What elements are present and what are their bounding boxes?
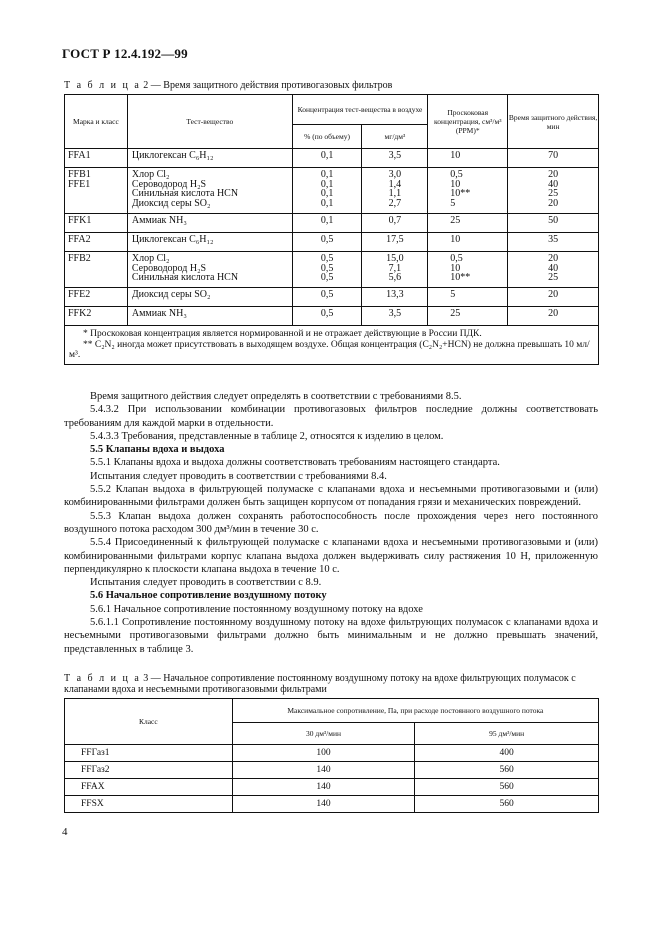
table2-cell-mark (65, 149, 128, 168)
table2-cell-mark (65, 168, 128, 214)
table2-cell-line: Хлор Cl₂ (131, 169, 170, 180)
table2-cell-breakthrough (428, 214, 508, 233)
table2-cell-mg (362, 307, 428, 326)
table2-cell-percent (292, 252, 362, 288)
table2-cell-line: 0,7 (388, 215, 402, 226)
table3-cell-flow30: 140 (232, 762, 415, 779)
paragraph: Время защитного действия следует определять в соответствии с требованиями 8.5. (90, 391, 462, 402)
table3-caption-prefix: Т а б л и ц а (64, 673, 141, 684)
table3-cell-flow95: 560 (415, 796, 599, 813)
paragraph: Испытания следует проводить в соответствии с 8.9. (90, 577, 322, 589)
table3-caption (64, 673, 598, 695)
table2-cell-percent (292, 168, 362, 214)
paragraph: 5.5.3 Клапан выдоха должен сохранять работоспособность после прохождения через него постоянного воздушного потока расходом 300 дм³/мин в течение 30 с. (64, 510, 598, 535)
table-row (65, 168, 599, 214)
table2-cell-mg (362, 252, 428, 288)
table2-cell-line: FFE1 (68, 178, 91, 190)
table2-cell-line: 0,5 (320, 272, 334, 283)
table2-caption-prefix: Т а б л и ц а (64, 80, 141, 91)
table2-cell-substance (127, 233, 292, 252)
table2-cell-line: 10** (450, 188, 471, 199)
table3-header-flow95: 95 дм³/мин (415, 723, 599, 745)
table2-cell-line: FFA2 (68, 234, 91, 245)
table2-cell-line: 0,1 (320, 197, 334, 209)
table2-cell-line: FFK1 (68, 215, 92, 226)
page-number: 4 (62, 826, 68, 838)
table2-header-concentration: Концентрация тест-вещества в воздухе (292, 95, 428, 125)
table2-cell-line: 1,1 (388, 188, 402, 199)
table2-cell-line: 0,1 (320, 178, 334, 190)
table2-cell-percent (292, 214, 362, 233)
table2-cell-line: 70 (548, 150, 559, 161)
table2-cell-substance (127, 252, 292, 288)
table-row (65, 745, 599, 762)
table2-cell-line: 0,1 (320, 188, 334, 199)
table2-header-breakthrough: Проскоковая концентрация, см³/м³ (PPM)* (428, 95, 508, 149)
table2-cell-line: 1,4 (388, 178, 402, 190)
table2-cell-line: 20 (548, 253, 559, 264)
table2-cell-mark (65, 252, 128, 288)
paragraph: 5.5.4 Присоединенный к фильтрующей полумаске с клапанами вдоха и несъемными противогазовыми и (или) комбинированными фильтрами корпус клапана выдоха должен выдерживать силу растяжения 10 Н, приложенную перпендикулярно к плоскости клапана выдоха в течение 10 с. (64, 537, 598, 575)
table2-cell-line: 40 (548, 262, 559, 274)
table3-cell-class: FFAX (65, 779, 233, 796)
table3-cell-class: FFГаз1 (65, 745, 233, 762)
table2-cell-line: 0,1 (320, 215, 334, 226)
table3-cell-flow95: 560 (415, 779, 599, 796)
table2-cell-line: FFB2 (68, 253, 91, 264)
table2-cell-line: Сероводород H₂S (131, 262, 207, 274)
table3-header-class: Класс (65, 699, 233, 745)
table2-cell-line: 10 (450, 178, 461, 190)
table2-cell-breakthrough (428, 149, 508, 168)
section-heading: 5.5 Клапаны вдоха и выдоха (90, 444, 225, 456)
table-row (65, 796, 599, 813)
table2-cell-line: 7,1 (388, 262, 402, 274)
table3-cell-flow30: 140 (232, 796, 415, 813)
table2-cell-line: 0,5 (320, 253, 334, 264)
table2-note-1: * Проскоковая концентрация является нормированной и не отражает действующие в России ПДК. (83, 329, 482, 339)
table2-cell-substance (127, 214, 292, 233)
table2-cell-time (508, 252, 599, 288)
table2-cell-time (508, 168, 599, 214)
table3 (64, 698, 599, 813)
table2-cell-line: 3,5 (388, 150, 402, 161)
table2-caption (64, 80, 392, 91)
table2-cell-line: 10 (450, 150, 461, 161)
paragraph: 5.5.1 Клапаны вдоха и выдоха должны соответствовать требованиям настоящего стандарта. (90, 457, 500, 469)
paragraph: 5.6.1.1 Сопротивление постоянному воздушному потоку на вдохе фильтрующих полумасок с клапанами вдоха и несъемными противогазовыми фильтрами должно быть минимальным и не должно превышать значений, представленных в таблице 3. (64, 617, 598, 655)
table2-cell-line: Хлор Cl₂ (131, 253, 170, 264)
table2-header-mark: Марка и класс (65, 95, 128, 149)
table2-header-mg: мг/дм³ (362, 125, 428, 149)
table-row (65, 779, 599, 796)
table3-cell-class: FFSX (65, 796, 233, 813)
table3-header-max: Максимальное сопротивление, Па, при расходе постоянного воздушного потока (232, 699, 598, 723)
table2-cell-mg (362, 288, 428, 307)
table2-cell-line: Сероводород H₂S (131, 178, 207, 190)
table2-cell-line: 0,5 (320, 308, 334, 319)
table2-cell-line: 25 (450, 215, 461, 226)
table2-cell-line: 5 (450, 197, 456, 209)
table2-cell-percent (292, 149, 362, 168)
table2-cell-line: FFK2 (68, 308, 92, 319)
table2-cell-substance (127, 168, 292, 214)
table2-cell-line: 10 (450, 234, 461, 245)
table2-cell-line: Диоксид серы SO₂ (131, 197, 211, 209)
table2-cell-line: 20 (548, 197, 559, 209)
table2-cell-line: 3,5 (388, 308, 402, 319)
table2-note-2: ** C₂N₂ иногда может присутствовать в выходящем воздухе. Общая концентрация (C₂N₂+HCN) не должна превышать 10 мл/м³. (69, 339, 590, 360)
table2-cell-line: Синильная кислота HCN (131, 188, 239, 199)
table2-notes (65, 326, 599, 365)
table2-cell-line: 15,0 (386, 253, 404, 264)
table3-cell-flow95: 400 (415, 745, 599, 762)
table2-cell-percent (292, 288, 362, 307)
table2-cell-mg (362, 233, 428, 252)
table2-header-percent: % (по объему) (292, 125, 362, 149)
table2-cell-line: 40 (548, 178, 559, 190)
table-row (65, 307, 599, 326)
table3-body (65, 745, 599, 813)
standard-header: ГОСТ Р 12.4.192—99 (62, 46, 188, 61)
table2-cell-line: 17,5 (386, 234, 404, 245)
table3-cell-flow30: 140 (232, 779, 415, 796)
body-text (64, 390, 598, 656)
table2-cell-line: 20 (548, 289, 559, 300)
table2-cell-line: FFB1 (68, 169, 91, 180)
table2-cell-breakthrough (428, 168, 508, 214)
table2-cell-mark (65, 233, 128, 252)
table2-cell-line: 25 (548, 272, 559, 283)
table2-cell-time (508, 307, 599, 326)
table3-cell-flow95: 560 (415, 762, 599, 779)
paragraph: 5.6.1 Начальное сопротивление постоянному воздушному потоку на вдохе (90, 603, 423, 615)
table3-caption-text: 3 — Начальное сопротивление постоянному воздушному потоку на вдохе фильтрующих полумасок с клапанами вдоха и несъемными противогазовыми фильтрами (64, 673, 576, 695)
table2-cell-line: 20 (548, 308, 559, 319)
table2-cell-line: 10 (450, 262, 461, 274)
table2-cell-mg (362, 168, 428, 214)
paragraph: 5.4.3.2 При использовании комбинации противогазовых фильтров последние должны соответствовать требованиям для каждой марки в отдельности. (64, 404, 598, 429)
table2-cell-line: 0,1 (320, 169, 334, 180)
table-row (65, 233, 599, 252)
table2-cell-mg (362, 214, 428, 233)
table2-cell-mark (65, 307, 128, 326)
table2-cell-line: Циклогексан C₆H₁₂ (131, 234, 214, 245)
table2-cell-line: 25 (548, 188, 559, 199)
table3-header-flow30: 30 дм³/мин (232, 723, 415, 745)
table2-cell-line: 0,5 (450, 169, 463, 180)
table2-cell-mark (65, 214, 128, 233)
table2-cell-line: 50 (548, 215, 559, 226)
table2-cell-time (508, 149, 599, 168)
table2-cell-breakthrough (428, 288, 508, 307)
table-row (65, 214, 599, 233)
table2-cell-percent (292, 233, 362, 252)
table2-caption-text: 2 — Время защитного действия противогазовых фильтров (140, 80, 393, 91)
table2-cell-line: 0,5 (320, 262, 334, 274)
table2-cell-substance (127, 288, 292, 307)
table2-cell-line: Циклогексан C₆H₁₂ (131, 150, 214, 161)
table2-cell-substance (127, 149, 292, 168)
table2-cell-time (508, 214, 599, 233)
table2-cell-line: Аммиак NH₃ (131, 308, 187, 319)
table2-cell-breakthrough (428, 307, 508, 326)
table2-cell-percent (292, 307, 362, 326)
table2-header-time: Время защитного действия, мин (508, 95, 599, 149)
paragraph: 5.5.2 Клапан выдоха в фильтрующей полумаске с клапанами вдоха и несъемными противогазовыми и (или) комбинированными фильтрами должен быть защищен корпусом от попадания грязи и механических повреждений. (64, 484, 598, 509)
paragraph: Испытания следует проводить в соответствии с требованиями 8.4. (90, 470, 387, 482)
table2-cell-breakthrough (428, 252, 508, 288)
table2-cell-line: Диоксид серы SO₂ (131, 289, 211, 300)
table-row (65, 762, 599, 779)
table2-cell-line: FFE2 (68, 289, 91, 300)
table2-cell-line: FFA1 (68, 150, 91, 161)
table2-cell-line: 35 (548, 234, 559, 245)
table2-cell-line: 0,5 (320, 289, 334, 300)
table3-cell-flow30: 100 (232, 745, 415, 762)
table2-cell-line: 5,6 (388, 272, 402, 283)
table-row (65, 288, 599, 307)
table2-cell-line: 25 (450, 308, 461, 319)
table2-cell-line: 0,5 (450, 253, 463, 264)
table2-cell-time (508, 233, 599, 252)
table2-cell-line: 5 (450, 289, 456, 300)
table2-cell-line: 3,0 (388, 169, 402, 180)
table2-cell-line: Аммиак NH₃ (131, 215, 187, 226)
table2-cell-substance (127, 307, 292, 326)
table-row (65, 149, 599, 168)
table2-cell-line: 2,7 (388, 197, 402, 209)
table3-cell-class: FFГаз2 (65, 762, 233, 779)
table-row (65, 252, 599, 288)
table2-cell-line: 20 (548, 169, 559, 180)
table2-cell-line: 10** (450, 272, 471, 283)
table2-cell-line: 0,1 (320, 150, 334, 161)
table2-cell-line: Синильная кислота HCN (131, 272, 239, 283)
table2-header-substance: Тест-вещество (127, 95, 292, 149)
table2-body (65, 149, 599, 326)
table2-cell-line: 13,3 (386, 289, 404, 300)
table2-cell-line: 0,5 (320, 234, 334, 245)
table2-cell-mg (362, 149, 428, 168)
section-heading: 5.6 Начальное сопротивление воздушному потоку (90, 590, 327, 602)
paragraph: 5.4.3.3 Требования, представленные в таблице 2, относятся к изделию в целом. (90, 430, 444, 442)
table2-cell-time (508, 288, 599, 307)
table2-cell-breakthrough (428, 233, 508, 252)
table2 (64, 94, 599, 365)
table2-cell-mark (65, 288, 128, 307)
